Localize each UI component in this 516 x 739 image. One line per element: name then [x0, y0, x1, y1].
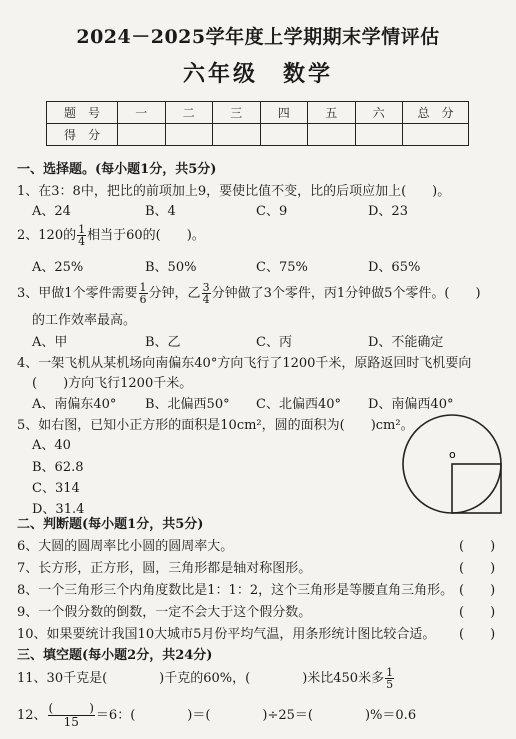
score-cell: 总 分	[403, 102, 469, 124]
score-input-cell[interactable]	[308, 124, 356, 146]
score-input-cell[interactable]	[165, 124, 213, 146]
question-3	[17, 282, 481, 305]
score-input-cell[interactable]	[260, 124, 308, 146]
option: C、北偏西40°	[256, 397, 341, 412]
question-5: 5、如右图，已知小正方形的面积是10cm²，圆的面积为( )cm²。	[17, 418, 414, 433]
q2-text-post: 相当于60的( )。	[87, 228, 205, 243]
option: A、24	[32, 204, 71, 219]
circle-square-figure	[396, 408, 508, 520]
section1-heading: 一、选择题。(每小题1分，共5分)	[17, 162, 217, 177]
score-input-cell[interactable]	[118, 124, 166, 146]
fraction-denominator: 4	[78, 235, 86, 248]
question-4-line1: 4、一架飞机从某机场向南偏东40°方向飞行了1200千米，原路返回时飞机要向	[17, 356, 472, 371]
fraction-numerator: 1	[139, 281, 147, 294]
judgment-item: 8、一个三角形三个内角度数比是1：1：2，这个三角形是等腰直角三角形。	[17, 583, 454, 598]
judgment-item: 6、大圆的圆周率比小圆的圆周率大。	[17, 539, 234, 554]
question-12	[17, 702, 416, 729]
score-table-score-row	[47, 124, 469, 146]
answer-paren[interactable]: ( )	[459, 539, 496, 554]
question-3-line2: 的工作效率最高。	[32, 313, 137, 328]
score-cell: 二	[165, 102, 213, 124]
score-cell: 三	[213, 102, 261, 124]
option: D、31.4	[32, 502, 85, 517]
fraction-denominator: 15	[63, 715, 79, 729]
option: B、北偏西50°	[145, 397, 230, 412]
q12-prefix: 12、	[17, 708, 47, 723]
fraction-numerator: 1	[78, 223, 86, 236]
q12-rest: ＝6：( )＝( )÷25＝( )%＝0.6	[95, 708, 417, 723]
score-cell: 五	[308, 102, 356, 124]
score-cell: 四	[260, 102, 308, 124]
judgment-item: 7、长方形，正方形，圆，三角形都是轴对称图形。	[17, 561, 312, 576]
score-cell: 题 号	[47, 102, 118, 124]
option: C、314	[32, 481, 80, 496]
fraction-denominator: 4	[202, 293, 210, 306]
judgment-item: 10、如果要统计我国10大城市5月份平均气温，用条形统计图比较合适。	[17, 627, 436, 642]
question-1: 1、在3：8中，把比的前项加上9，要使比值不变，比的后项应加上( )。	[17, 184, 451, 199]
fraction-numerator[interactable]: ( )	[48, 701, 94, 715]
option: A、甲	[32, 335, 68, 350]
answer-paren[interactable]: ( )	[459, 583, 496, 598]
option: C、9	[256, 204, 288, 219]
circle-center-label: o	[449, 448, 456, 461]
score-input-cell[interactable]	[403, 124, 469, 146]
score-table-header-row	[47, 102, 469, 124]
fraction	[139, 282, 148, 305]
judgment-item: 9、一个假分数的倒数，一定不会大于这个假分数。	[17, 605, 312, 620]
option: D、65%	[368, 260, 421, 275]
question-4-line2: ( )方向飞行1200千米。	[32, 376, 193, 391]
exam-title: 2024－2025学年度上学期期末学情评估	[76, 26, 440, 48]
option: D、南偏西40°	[368, 397, 454, 412]
option: A、40	[32, 438, 71, 453]
fraction	[77, 224, 86, 247]
fraction-denominator: 5	[386, 678, 394, 691]
question-2	[17, 224, 205, 247]
fraction	[202, 282, 211, 305]
fraction-numerator: 1	[386, 666, 394, 679]
score-cell: 六	[355, 102, 403, 124]
answer-paren[interactable]: ( )	[459, 627, 496, 642]
question-11	[17, 667, 395, 690]
fraction-numerator: 3	[202, 281, 210, 294]
score-input-cell[interactable]	[213, 124, 261, 146]
option: B、乙	[145, 335, 181, 350]
option: C、丙	[256, 335, 292, 350]
answer-paren[interactable]: ( )	[459, 605, 496, 620]
option: B、50%	[145, 260, 197, 275]
fraction	[385, 667, 394, 690]
fraction	[48, 702, 95, 729]
exam-subtitle: 六年级 数学	[182, 61, 333, 87]
q2-text-pre: 2、120的	[17, 228, 77, 243]
q3-text-mid2: 分钟做了3个零件，丙1分钟做5个零件。( )	[211, 286, 481, 301]
option: C、75%	[256, 260, 308, 275]
option: D、23	[368, 204, 408, 219]
fraction-denominator: 6	[139, 293, 147, 306]
score-input-cell[interactable]	[355, 124, 403, 146]
option: B、62.8	[32, 460, 84, 475]
q11-text: 11、30千克是( )千克的60%，( )米比450米多	[17, 671, 385, 686]
q3-text-mid1: 分钟，乙	[148, 286, 201, 301]
score-table	[46, 101, 469, 146]
score-cell: 得 分	[47, 124, 118, 146]
option: D、不能确定	[368, 335, 444, 350]
score-cell: 一	[118, 102, 166, 124]
answer-paren[interactable]: ( )	[459, 561, 496, 576]
section2-heading: 二、判断题(每小题1分，共5分)	[17, 517, 204, 532]
option: A、南偏东40°	[32, 397, 117, 412]
option: B、4	[145, 204, 176, 219]
section3-heading: 三、填空题(每小题2分，共24分)	[17, 648, 213, 663]
q3-text-pre: 3、甲做1个零件需要	[17, 286, 138, 301]
option: A、25%	[32, 260, 84, 275]
